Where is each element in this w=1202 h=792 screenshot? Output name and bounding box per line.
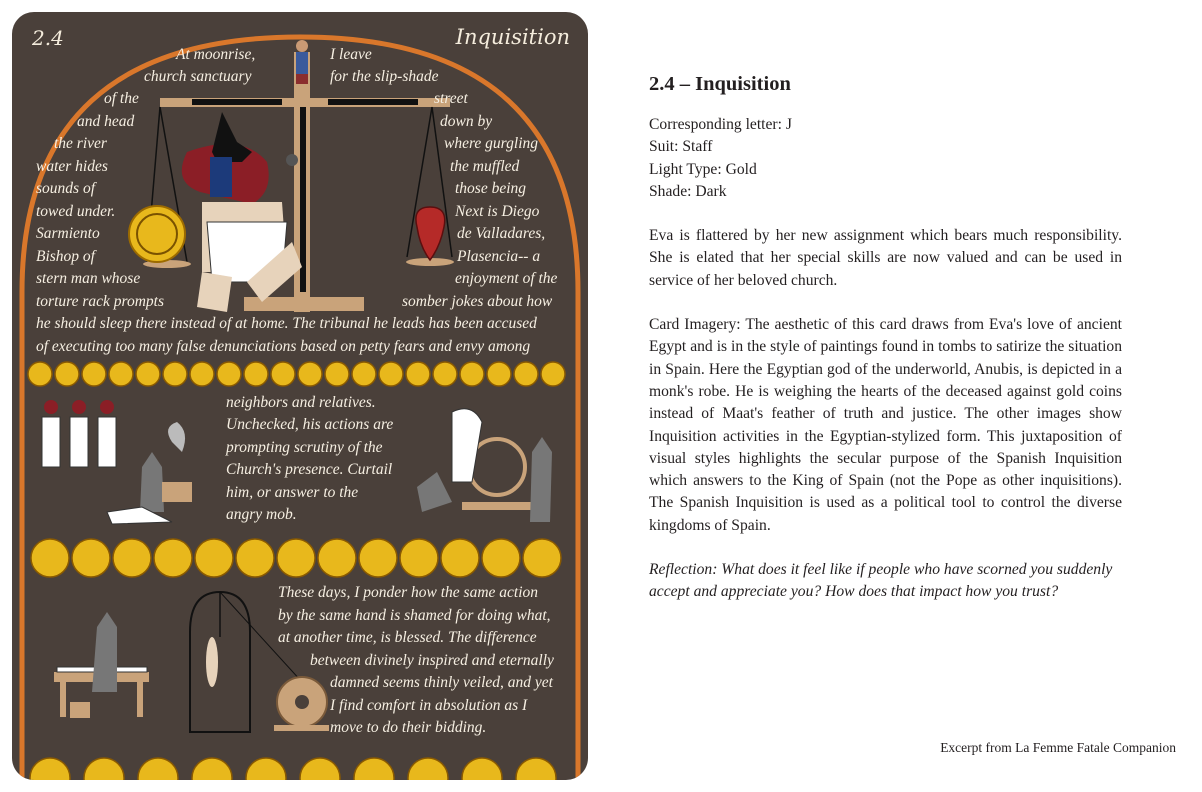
poem-line: and head xyxy=(77,113,135,130)
poem-line: church sanctuary xyxy=(144,68,252,85)
article-heading: 2.4 – Inquisition xyxy=(649,73,791,95)
poem-line: prompting scrutiny of the xyxy=(226,439,383,456)
poem-line: street xyxy=(434,90,468,107)
poem-line: for the slip-shade xyxy=(330,68,439,85)
tarot-card xyxy=(12,12,588,780)
reflection-paragraph: Reflection: What does it feel like if people who have scorned you suddenly accept and appreciate you? How does that impact how you trust? xyxy=(649,561,1113,601)
poem-section-3 xyxy=(12,12,588,752)
poem-line: stern man whose xyxy=(36,270,141,287)
poem-line: at another time, is blessed. The difference xyxy=(278,629,537,646)
poem-line: These days, I ponder how the same action xyxy=(278,584,539,601)
poem-line: Plasencia-- a xyxy=(457,248,541,265)
poem-line: water hides xyxy=(36,158,108,175)
description-paragraph: Eva is flattered by her new assignment which bears much responsibility. She is elated that her special skills are now valued and can be used in service of her beloved church. xyxy=(649,227,1122,289)
poem-line: de Valladares, xyxy=(457,225,546,242)
light-type: Light Type: Gold xyxy=(649,160,757,178)
poem-line: enjoyment of the xyxy=(455,270,558,287)
poem-line: torture rack prompts xyxy=(36,293,165,310)
poem-line: down by xyxy=(440,113,493,130)
poem-line: Next is Diego xyxy=(455,203,540,220)
poem-line: him, or answer to the xyxy=(226,484,359,501)
poem-line: by the same hand is shamed for doing what, xyxy=(278,607,551,624)
poem-line: the muffled xyxy=(450,158,520,175)
poem-line: of the xyxy=(104,90,139,107)
poem-line: the river xyxy=(54,135,107,152)
card-meta xyxy=(649,114,1122,203)
poem-line: where gurgling xyxy=(444,135,538,152)
poem-line: At moonrise, xyxy=(176,46,256,63)
card-number: 2.4 xyxy=(32,26,64,50)
poem-line: I find comfort in absolution as I xyxy=(330,697,528,714)
poem-line: towed under. xyxy=(36,203,116,220)
poem-line: Sarmiento xyxy=(36,225,100,242)
poem-line: I leave xyxy=(330,46,372,63)
poem-line: he should sleep there instead of at home. The tribunal he leads has been accused xyxy=(36,315,537,332)
poem-line: move to do their bidding. xyxy=(330,719,487,736)
poem-line: neighbors and relatives. xyxy=(226,394,376,411)
poem-line: Unchecked, his actions are xyxy=(226,416,394,433)
poem-line: those being xyxy=(455,180,527,197)
excerpt-footer: Excerpt from La Femme Fatale Companion xyxy=(940,740,1176,755)
poem-line: somber jokes about how xyxy=(402,293,553,310)
poem-line: Bishop of xyxy=(36,248,95,265)
poem-line: damned seems thinly veiled, and yet xyxy=(330,674,553,691)
shade: Shade: Dark xyxy=(649,182,727,200)
poem-line: sounds of xyxy=(36,180,95,197)
poem-line: Church's presence. Curtail xyxy=(226,461,393,478)
poem-line: between divinely inspired and eternally xyxy=(310,652,554,669)
poem-line: of executing too many false denunciations based on petty fears and envy among xyxy=(36,338,531,355)
suit: Suit: Staff xyxy=(649,138,713,156)
poem-line: angry mob. xyxy=(226,506,297,523)
coin-row-3 xyxy=(30,758,556,780)
card-title: Inquisition xyxy=(455,25,570,49)
card-description xyxy=(649,70,1122,604)
corresponding-letter: Corresponding letter: J xyxy=(649,116,792,133)
imagery-paragraph: Card Imagery: The aesthetic of this card draws from Eva's love of ancient Egypt and is in the style of paintings found in tombs to satirize the situation in Spain. Here the Egyptian god of the underworld, Anubis, is depicted in a monk's robe. He is weighing the hearts of the deceased against gold coins instead of Maat's feather of truth and justice. The other images show Inquisition activities in the Egyptian-stylized form. This juxtaposition of visual styles highlights the secular purpose of the Spanish Inquisition which answers to the King of Spain (not the Pope as other inquisitions). The Spanish Inquisition is used as a political tool to control the diverse kingdoms of Spain. xyxy=(649,316,1122,534)
